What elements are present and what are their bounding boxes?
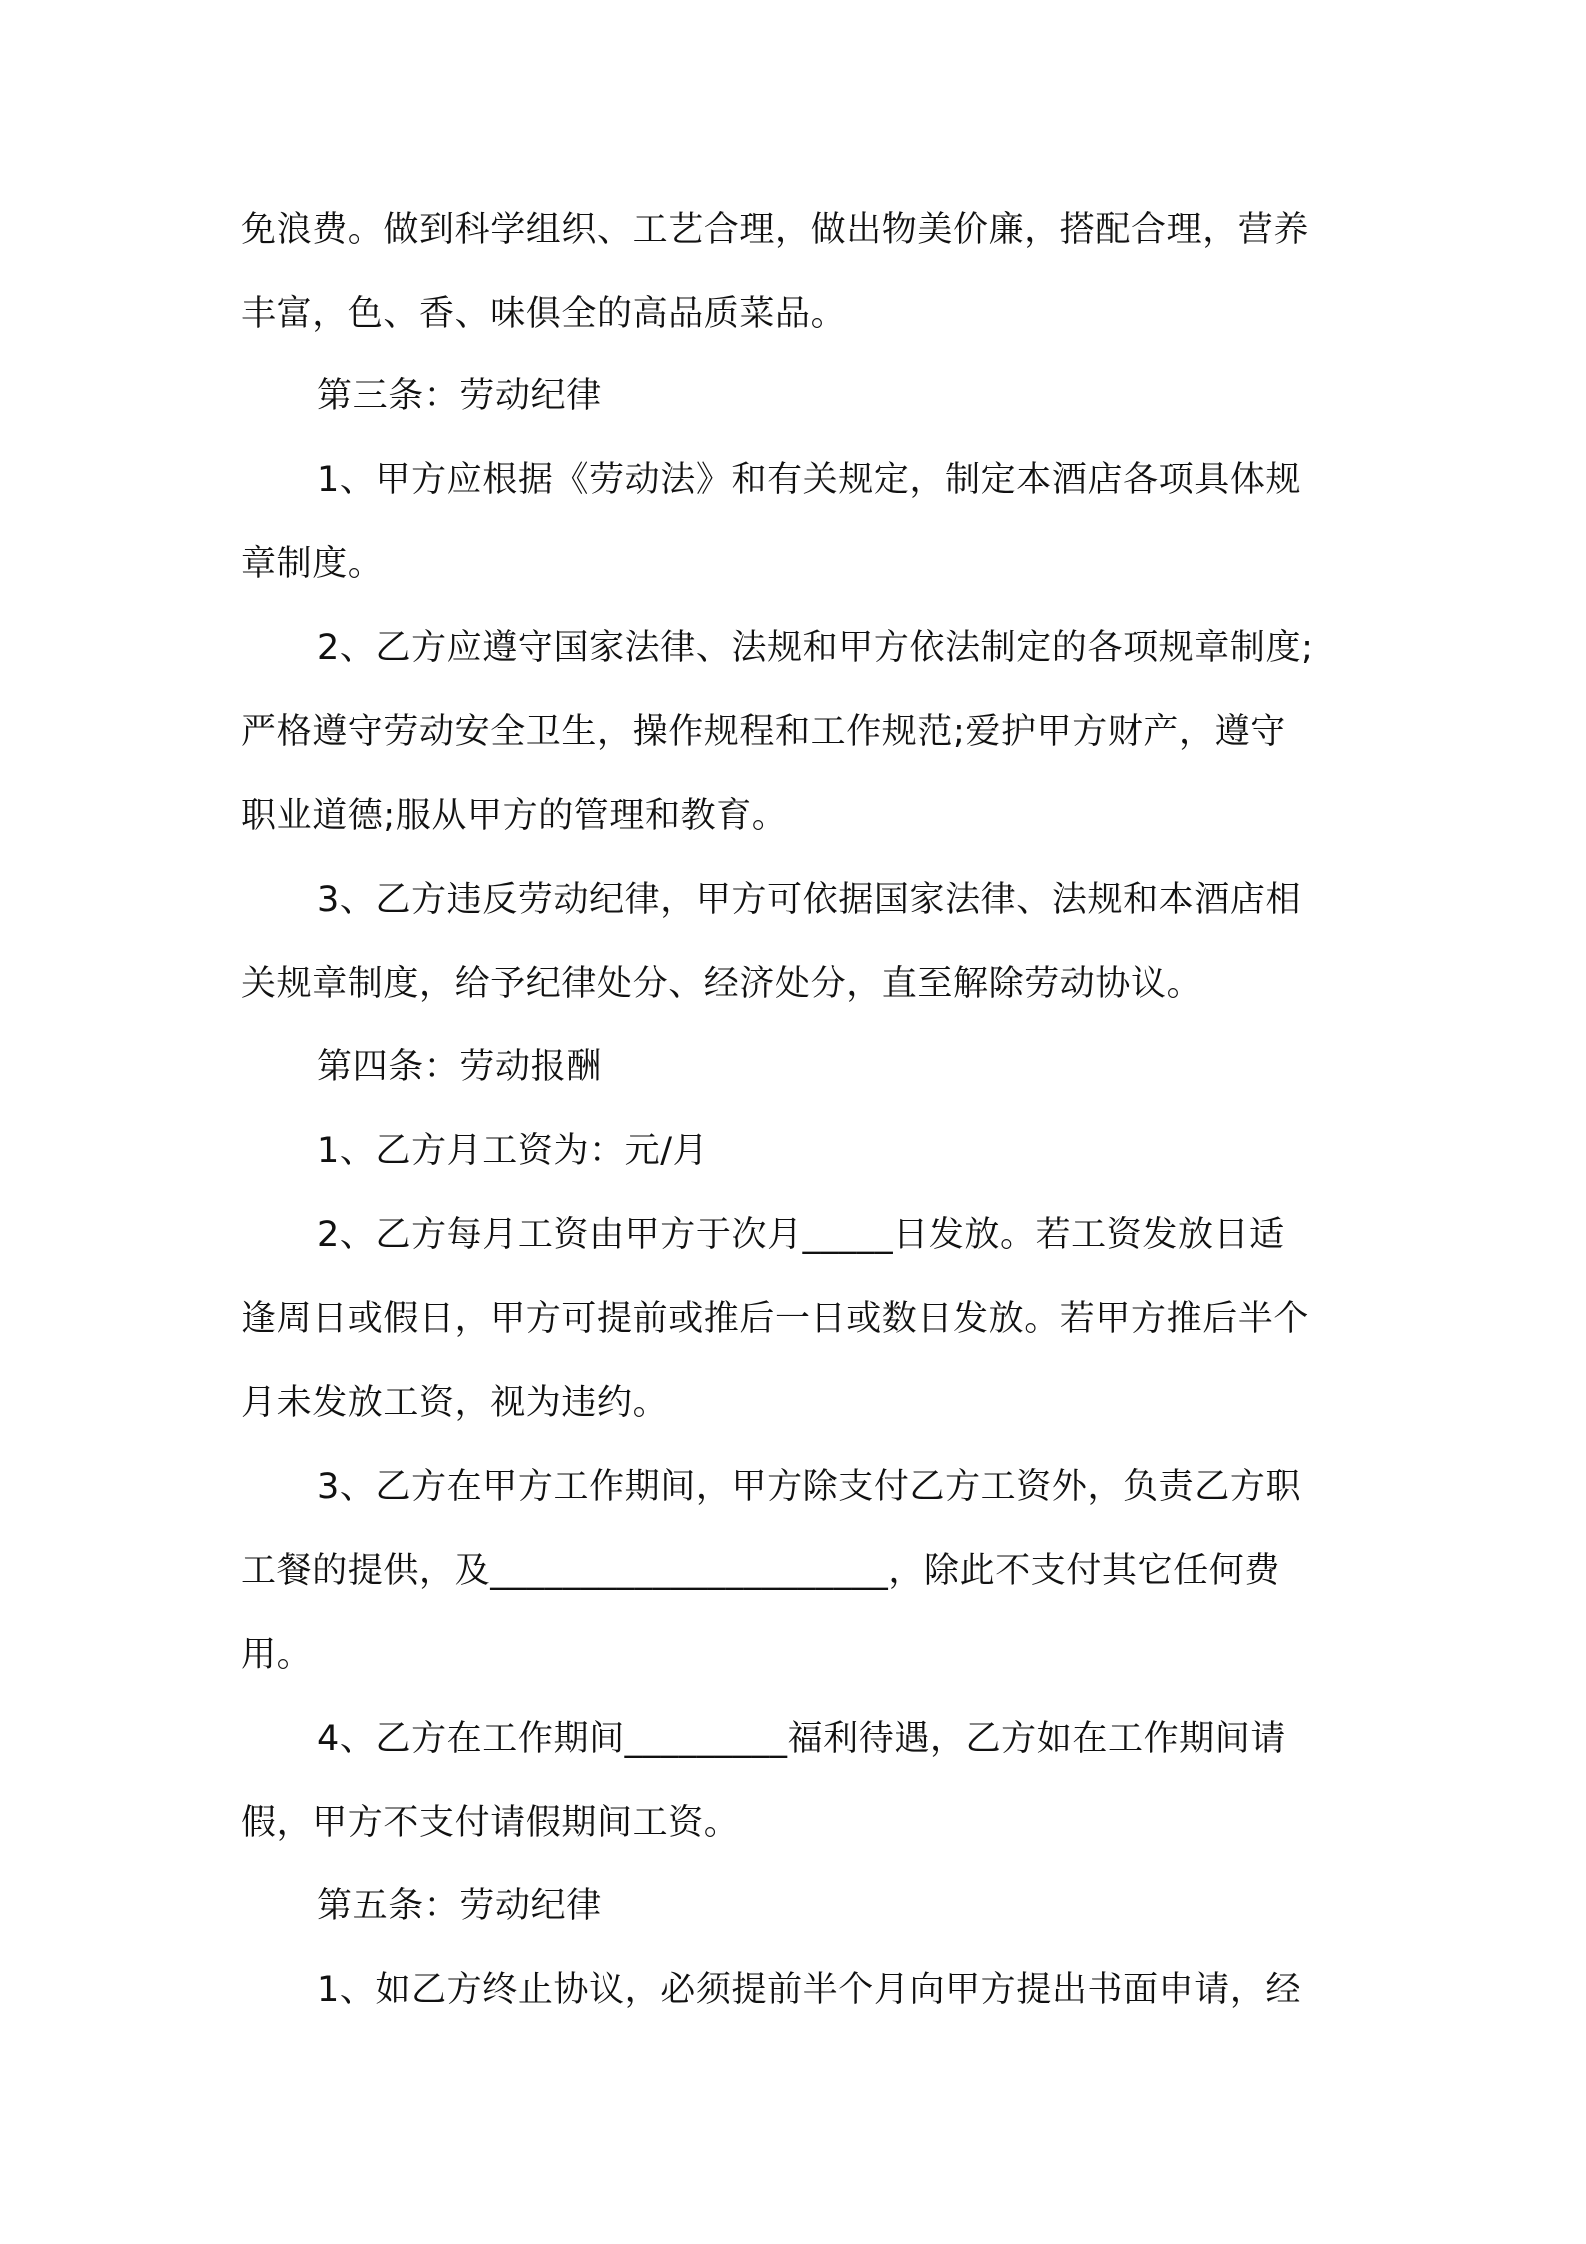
paragraph-line: 职业道德;服从甲方的管理和教育。: [241, 796, 788, 836]
section-heading-5: 第五条：劳动纪律: [317, 1886, 602, 1926]
paragraph-line: 3、乙方在甲方工作期间，甲方除支付乙方工资外，负责乙方职: [317, 1467, 1302, 1507]
paragraph-line: 1、甲方应根据《劳动法》和有关规定，制定本酒店各项具体规: [317, 460, 1302, 500]
section-heading-4: 第四条：劳动报酬: [317, 1047, 602, 1087]
paragraph-line: 章制度。: [241, 544, 384, 584]
paragraph-line: 逢周日或假日，甲方可提前或推后一日或数日发放。若甲方推后半个: [241, 1299, 1310, 1339]
paragraph-line: 3、乙方违反劳动纪律，甲方可依据国家法律、法规和本酒店相: [317, 880, 1302, 920]
paragraph-line: 丰富，色、香、味俱全的高品质菜品。: [241, 294, 847, 334]
paragraph-line: 严格遵守劳动安全卫生，操作规程和工作规范;爱护甲方财产，遵守: [241, 712, 1286, 752]
paragraph-line: 月未发放工资，视为违约。: [241, 1383, 669, 1423]
paragraph-line: 2、乙方应遵守国家法律、法规和甲方依法制定的各项规章制度;: [317, 628, 1314, 668]
paragraph-line: 关规章制度，给予纪律处分、经济处分，直至解除劳动协议。: [241, 964, 1203, 1004]
paragraph-line: 用。: [241, 1635, 313, 1675]
paragraph-line: 1、如乙方终止协议，必须提前半个月向甲方提出书面申请，经: [317, 1970, 1302, 2010]
paragraph-line: 假，甲方不支付请假期间工资。: [241, 1803, 740, 1843]
section-heading-3: 第三条：劳动纪律: [317, 376, 602, 416]
paragraph-line: 工餐的提供，及______________________，除此不支付其它任何费: [241, 1551, 1281, 1591]
paragraph-line: 免浪费。做到科学组织、工艺合理，做出物美价廉，搭配合理，营养: [241, 210, 1310, 250]
paragraph-line: 2、乙方每月工资由甲方于次月_____日发放。若工资发放日适: [317, 1215, 1285, 1255]
paragraph-line: 4、乙方在工作期间_________福利待遇，乙方如在工作期间请: [317, 1719, 1286, 1759]
paragraph-line: 1、乙方月工资为：元/月: [317, 1131, 709, 1171]
